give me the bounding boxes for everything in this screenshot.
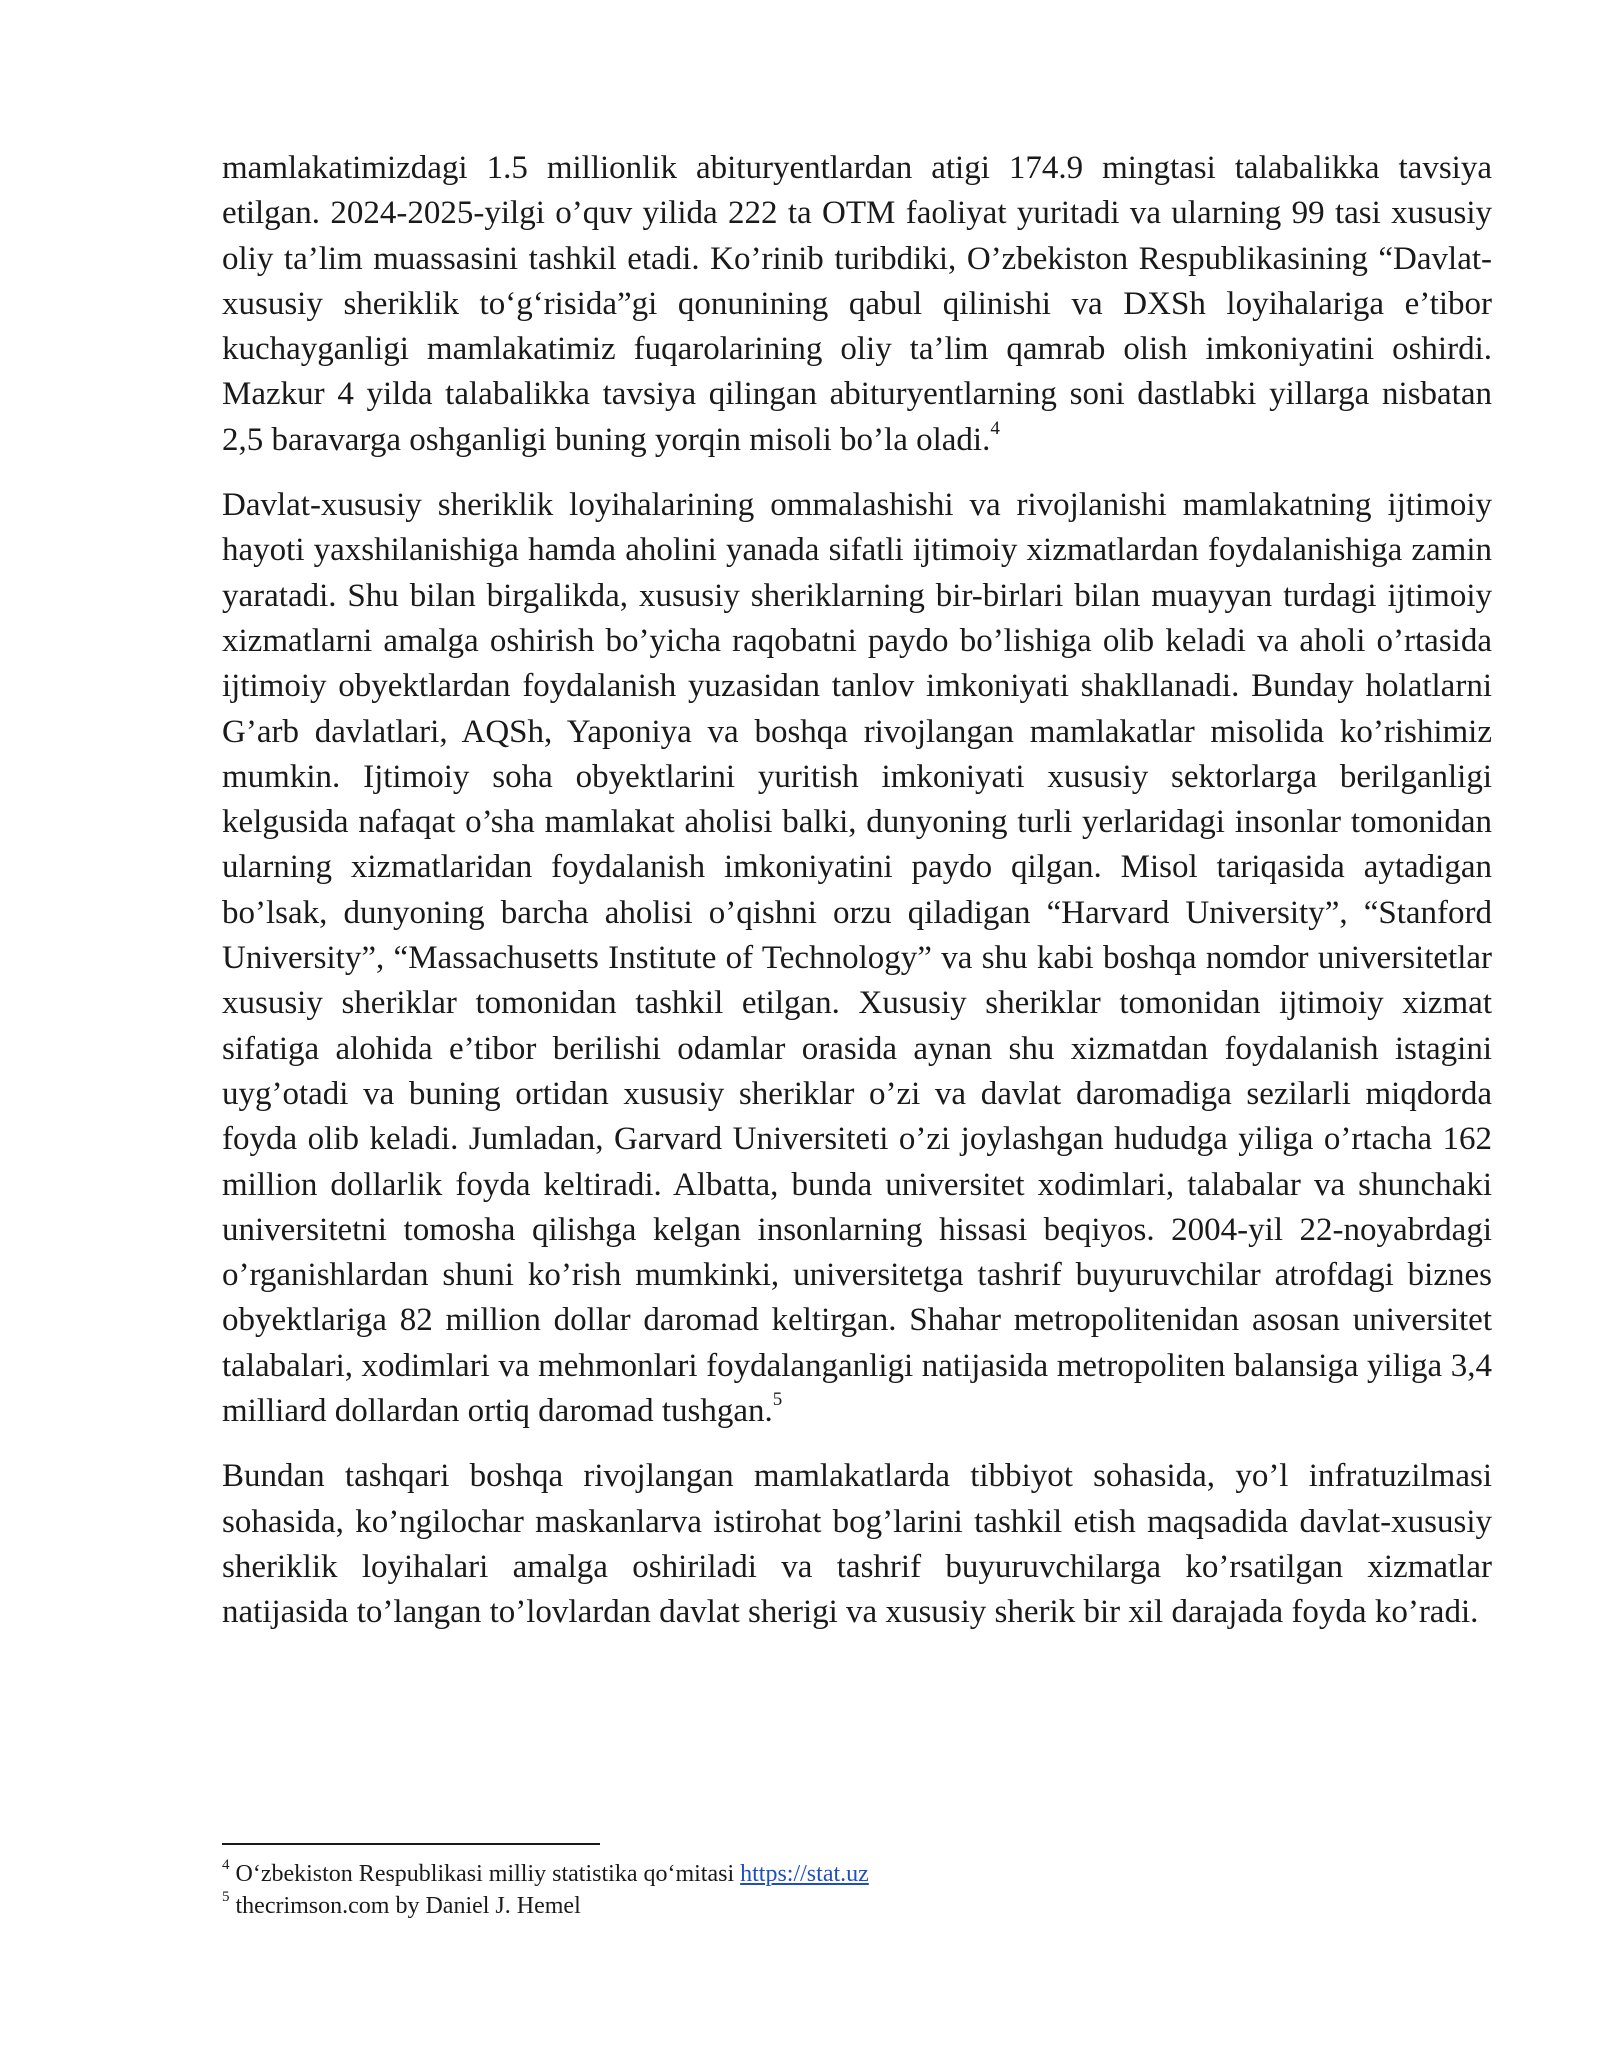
footnote-link[interactable]: https://stat.uz — [740, 1861, 869, 1887]
footnote-separator — [222, 1843, 600, 1845]
footnote-4 — [222, 1858, 1492, 1890]
footnotes — [222, 1858, 1492, 1922]
footnote-ref-4[interactable]: 4 — [990, 417, 1000, 439]
paragraph-3 — [222, 1454, 1492, 1635]
document-body — [222, 146, 1492, 1656]
footnote-text: O‘zbekiston Respublikasi milliy statistika qo‘mitasi — [235, 1861, 741, 1887]
paragraph-1 — [222, 146, 1492, 463]
paragraph-1-text: mamlakatimizdagi 1.5 millionlik abituryentlardan atigi 174.9 mingtasi talabalikka tavsiya etilgan. 2024-2025-yilgi o’quv yilida 222 ta OTM faoliyat yuritadi va ularning 99 tasi xususiy oliy ta’lim muassasini tashkil etadi. Ko’rinib turibdiki, O’zbekiston Respublikasining “Davlat-xususiy sheriklik to‘g‘risida”gi qonunining qabul qilinishi va DXSh loyihalariga e’tibor kuchayganligi mamlakatimiz fuqarolarining oliy ta’lim qamrab olish imkoniyatini oshirdi. Mazkur 4 yilda talabalikka tavsiya qilingan abituryentlarning soni dastlabki yillarga nisbatan 2,5 baravarga oshganligi buning yorqin misoli bo’la oladi. — [222, 150, 1492, 458]
paragraph-2-text: Davlat-xususiy sheriklik loyihalarining ommalashishi va rivojlanishi mamlakatning ijtimoiy hayoti yaxshilanishiga hamda aholini yanada sifatli ijtimoiy xizmatlardan foydalanishiga zamin yaratadi. Shu bilan birgalikda, xususiy sheriklarning bir-birlari bilan muayyan turdagi ijtimoiy xizmatlarni amalga oshirish bo’yicha raqobatni paydo bo’lishiga olib keladi va aholi o’rtasida ijtimoiy obyektlardan foydalanish yuzasidan tanlov imkoniyati shakllanadi. Bunday holatlarni G’arb davlatlari, AQSh, Yaponiya va boshqa rivojlangan mamlakatlar misolida ko’rishimiz mumkin. Ijtimoiy soha obyektlarini yuritish imkoniyati xususiy sektorlarga berilganligi kelgusida nafaqat o’sha mamlakat aholisi balki, dunyoning turli yerlaridagi insonlar tomonidan ularning xizmatlaridan foydalanish imkoniyatini paydo qilgan. Misol tariqasida aytadigan bo’lsak, dunyoning barcha aholisi o’qishni orzu qiladigan “Harvard University”, “Stanford University”, “Massachusetts Institute of Technology” va shu kabi boshqa nomdor universitetlar xususiy sheriklar tomonidan tashkil etilgan. Xususiy sheriklar tomonidan ijtimoiy xizmat sifatiga alohida e’tibor berilishi odamlar orasida aynan shu xizmatdan foydalanish istagini uyg’otadi va buning ortidan xususiy sheriklar o’zi va davlat daromadiga sezilarli miqdorda foyda olib keladi. Jumladan, Garvard Universiteti o’zi joylashgan hududga yiliga o’rtacha 162 million dollarlik foyda keltiradi. Albatta, bunda universitet xodimlari, talabalar va shunchaki universitetni tomosha qilishga kelgan insonlarning hissasi beqiyos. 2004-yil 22-noyabrdagi o’rganishlardan shuni ko’rish mumkinki, universitetga tashrif buyuruvchilar atrofdagi biznes obyektlariga 82 million dollar daromad keltirgan. Shahar metropolitenidan asosan universitet talabalari, xodimlari va mehmonlari foydalanganligi natijasida metropoliten balansiga yiliga 3,4 milliard dollardan ortiq daromad tushgan. — [222, 487, 1492, 1430]
footnote-text: thecrimson.com by Daniel J. Hemel — [235, 1893, 581, 1919]
footnote-number: 4 — [222, 1857, 230, 1873]
footnote-number: 5 — [222, 1889, 230, 1905]
footnote-5 — [222, 1890, 1492, 1922]
paragraph-3-text: Bundan tashqari boshqa rivojlangan mamlakatlarda tibbiyot sohasida, yo’l infratuzilmasi sohasida, ko’ngilochar maskanlarva istirohat bog’larini tashkil etish maqsadida davlat-xususiy sheriklik loyihalari amalga oshiriladi va tashrif buyuruvchilarga ko’rsatilgan xizmatlar natijasida to’langan to’lovlardan davlat sherigi va xususiy sherik bir xil darajada foyda ko’radi. — [222, 1458, 1492, 1631]
paragraph-2 — [222, 483, 1492, 1434]
footnote-ref-5[interactable]: 5 — [772, 1389, 783, 1411]
